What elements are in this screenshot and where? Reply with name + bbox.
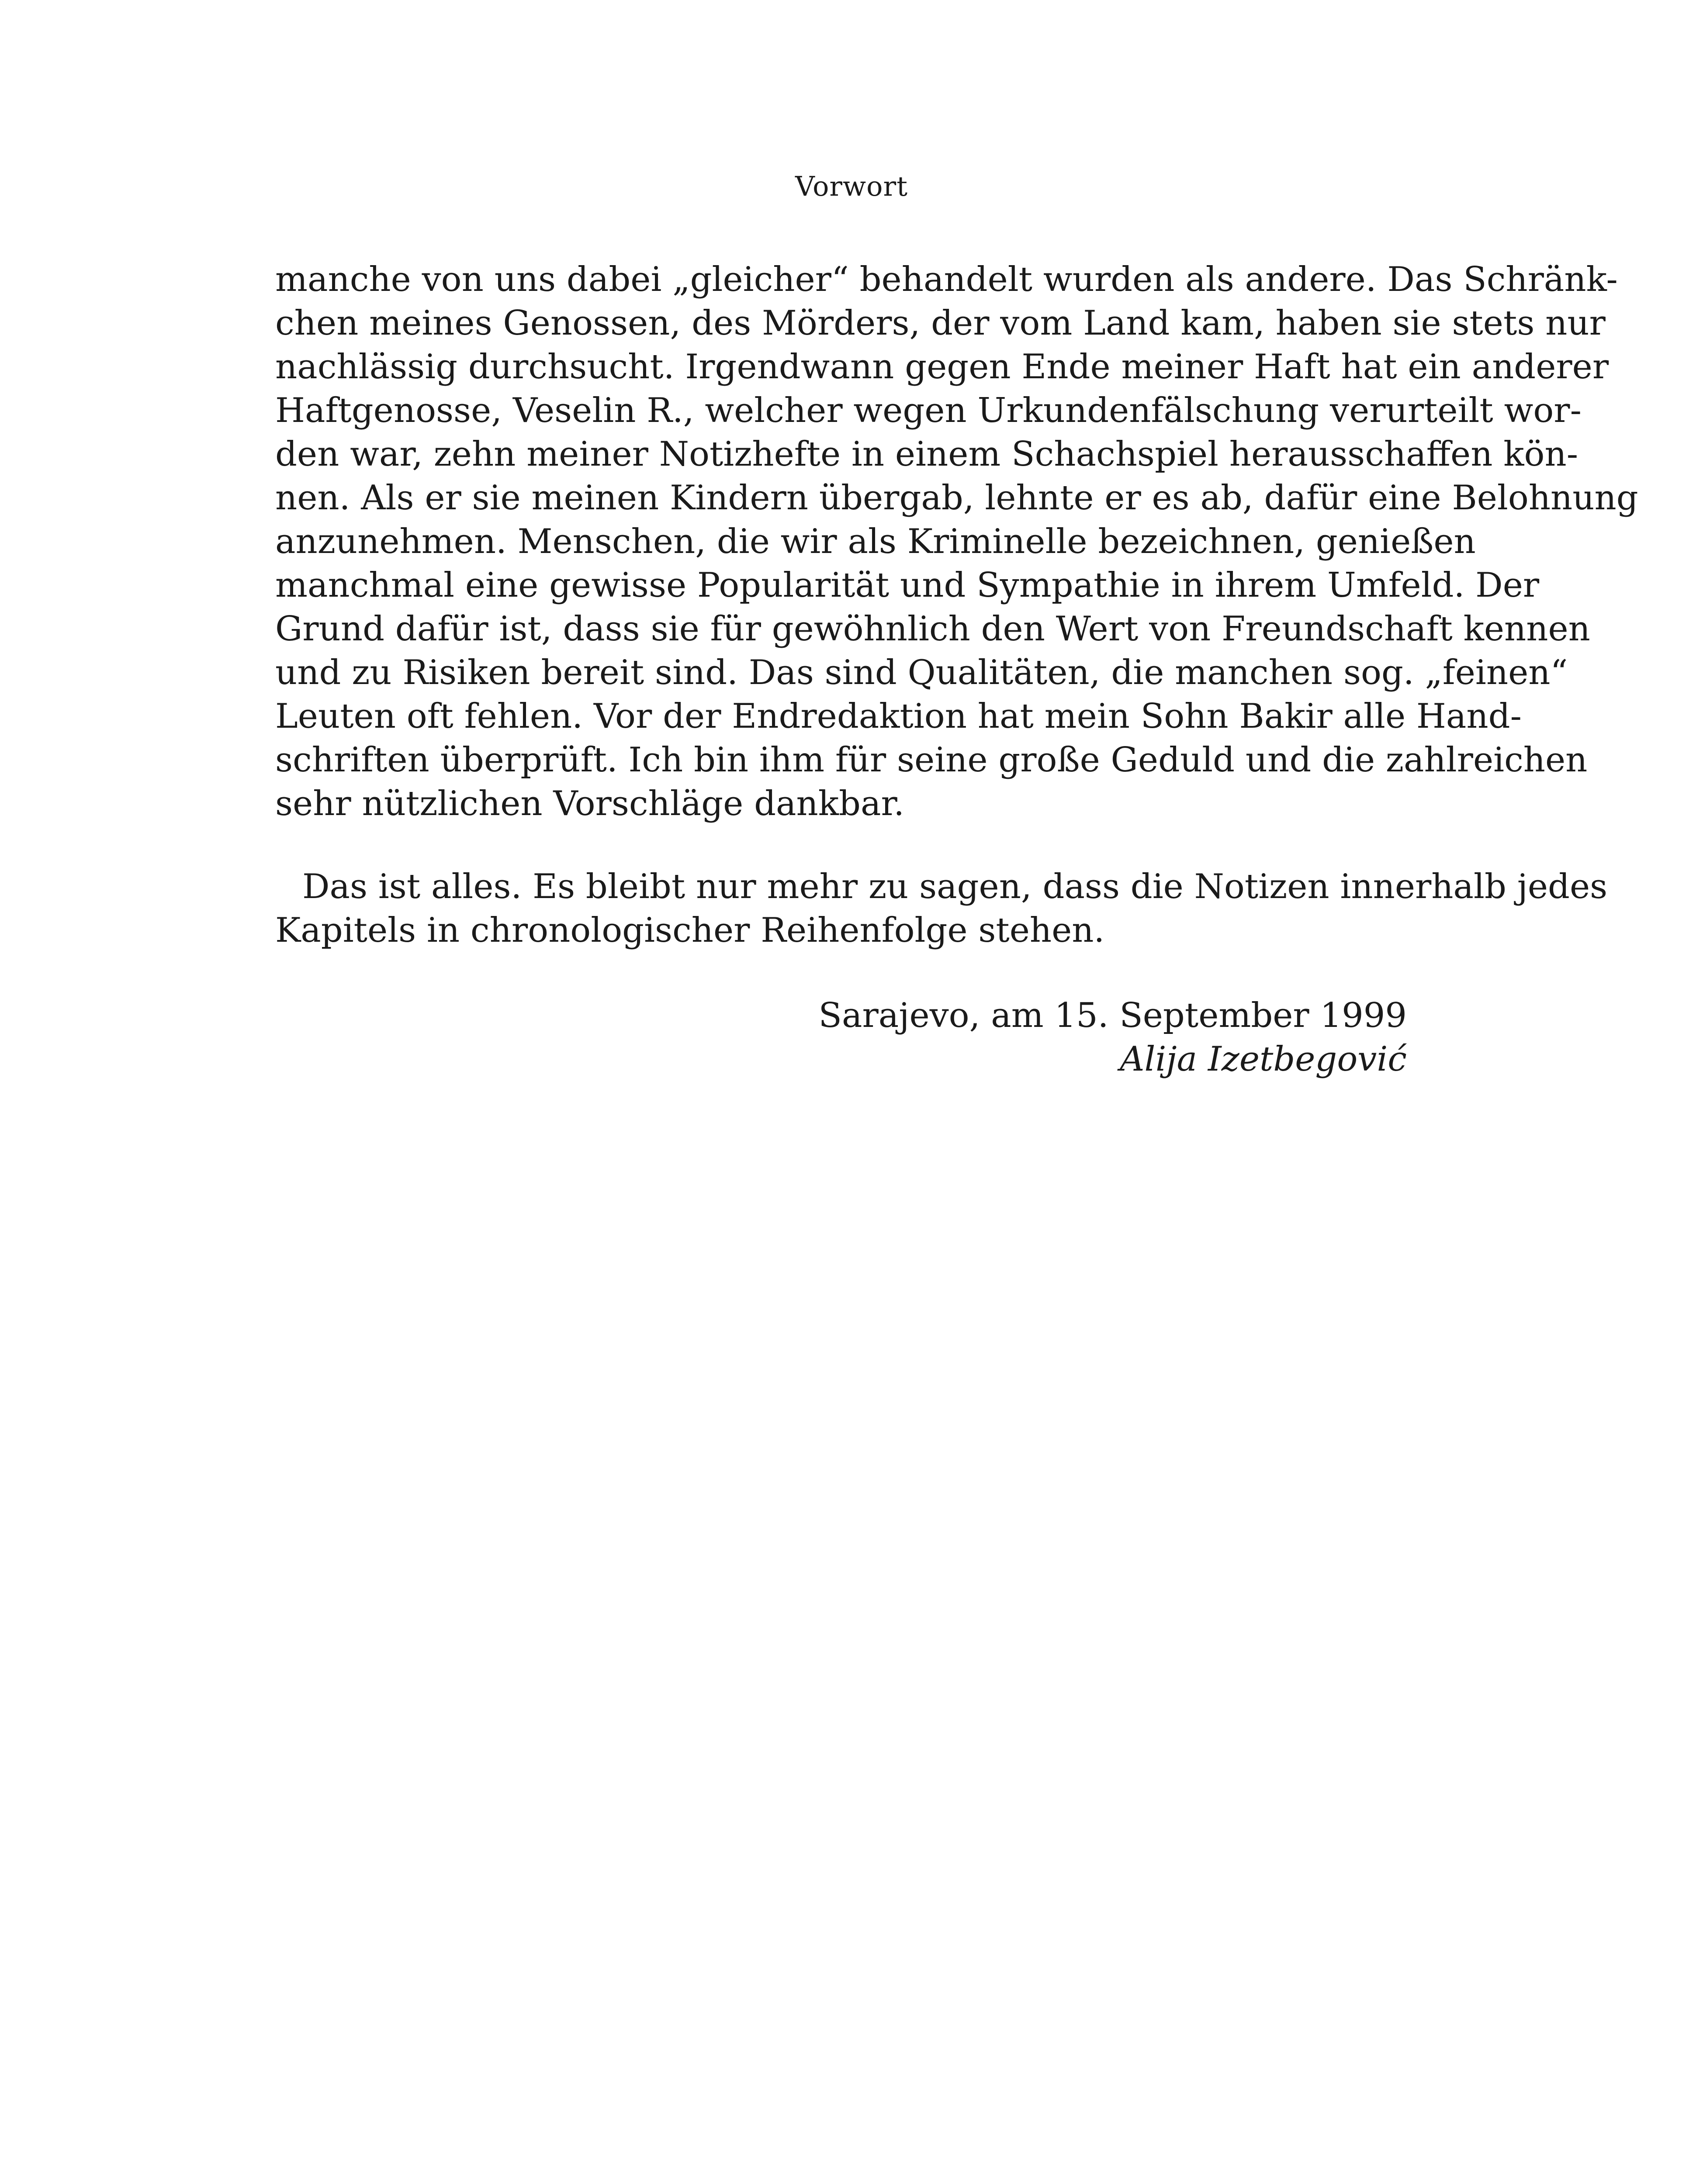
paragraph-2 <box>275 865 1608 952</box>
text-line: Das ist alles. Es bleibt nur mehr zu sagen, dass die Notizen innerhalb jedes <box>302 867 1608 906</box>
text-line: manche von uns dabei „gleicher“ behandelt wurden als andere. Das Schränk- <box>275 260 1618 299</box>
text-line: Kapitels in chronologischer Reihenfolge stehen. <box>275 911 1105 950</box>
signature-block <box>819 994 1407 1081</box>
text-line: nen. Als er sie meinen Kindern übergab, lehnte er es ab, dafür eine Belohnung <box>275 478 1638 518</box>
text-line: nachlässig durchsucht. Irgendwann gegen Ende meiner Haft hat ein anderer <box>275 347 1609 387</box>
text-line: Leuten oft fehlen. Vor der Endredaktion hat mein Sohn Bakir alle Hand- <box>275 697 1522 736</box>
text-line: sehr nützlichen Vorschläge dankbar. <box>275 784 904 823</box>
place-date: Sarajevo, am 15. September 1999 <box>818 996 1407 1035</box>
text-line: manchmal eine gewisse Popularität und Sympathie in ihrem Umfeld. Der <box>275 566 1540 605</box>
text-line: anzunehmen. Menschen, die wir als Kriminelle bezeichnen, genießen <box>275 522 1476 561</box>
paragraph-1 <box>275 258 1638 826</box>
text-line: Haftgenosse, Veselin R., welcher wegen Urkundenfälschung verurteilt wor- <box>275 391 1582 430</box>
text-line: schriften überprüft. Ich bin ihm für seine große Geduld und die zahlreichen <box>275 740 1588 780</box>
text-line: und zu Risiken bereit sind. Das sind Qualitäten, die manchen sog. „feinen“ <box>275 653 1568 692</box>
running-title: Vorwort <box>795 170 908 202</box>
text-line: den war, zehn meiner Notizhefte in einem Schachspiel herausschaffen kön- <box>275 435 1578 474</box>
text-line: Grund dafür ist, dass sie für gewöhnlich den Wert von Freundschaft kennen <box>275 609 1590 649</box>
author-name: Alija Izetbegović <box>1120 1040 1407 1079</box>
text-line: chen meines Genossen, des Mörders, der vom Land kam, haben sie stets nur <box>275 304 1606 343</box>
